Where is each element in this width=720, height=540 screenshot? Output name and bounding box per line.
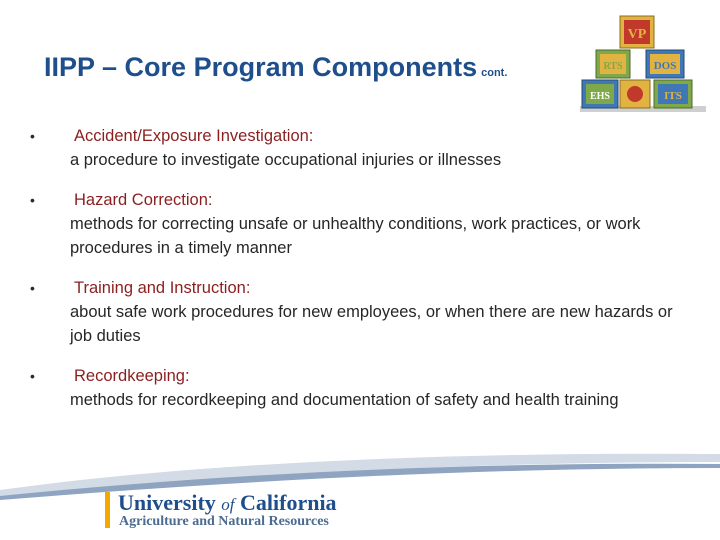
bullet-heading: Hazard Correction:: [74, 191, 213, 209]
block-ehs-label: EHS: [589, 91, 611, 102]
bullet-heading: Accident/Exposure Investigation:: [74, 127, 314, 145]
uc-wordmark-california: California: [240, 490, 337, 515]
uc-wordmark-university: University: [118, 490, 216, 515]
block-its-label: ITS: [664, 90, 682, 102]
bullet-accident-investigation: [30, 124, 690, 172]
bullet-heading: Recordkeeping:: [74, 367, 190, 385]
bullet-recordkeeping: [30, 364, 690, 412]
bullet-dot: •: [30, 128, 35, 144]
block-dos-label: DOS: [653, 60, 677, 72]
bullet-dot: •: [30, 280, 35, 296]
block-middle-mark: [627, 86, 643, 102]
bullet-description: a procedure to investigate occupational injuries or illnesses: [70, 151, 502, 169]
title-suffix: cont.: [481, 67, 508, 79]
bullet-heading: Training and Instruction:: [74, 279, 251, 297]
bullet-description: about safe work procedures for new employees, or when there are new hazards or job duties: [70, 303, 673, 345]
bullet-hazard-correction: [30, 188, 690, 260]
footer-swoosh: [0, 440, 720, 500]
alphabet-blocks-image: [578, 14, 708, 118]
block-rts-label: RTS: [603, 61, 623, 72]
uc-logo-accent: [105, 492, 110, 528]
title-text: IIPP – Core Program Components: [44, 52, 478, 82]
bullet-training-instruction: [30, 276, 690, 348]
block-vp-label: VP: [627, 27, 647, 42]
bullet-description: methods for correcting unsafe or unhealthy conditions, work practices, or work procedures in a timely manner: [70, 215, 641, 257]
bullet-dot: •: [30, 368, 35, 384]
uc-wordmark: [118, 490, 337, 516]
uc-wordmark-of: of: [221, 495, 235, 514]
bullet-dot: •: [30, 192, 35, 208]
anr-division: Agriculture and Natural Resources: [119, 514, 329, 529]
bullet-list: [30, 124, 690, 428]
slide-title: [44, 52, 507, 83]
bullet-description: methods for recordkeeping and documentation of safety and health training: [70, 391, 619, 409]
